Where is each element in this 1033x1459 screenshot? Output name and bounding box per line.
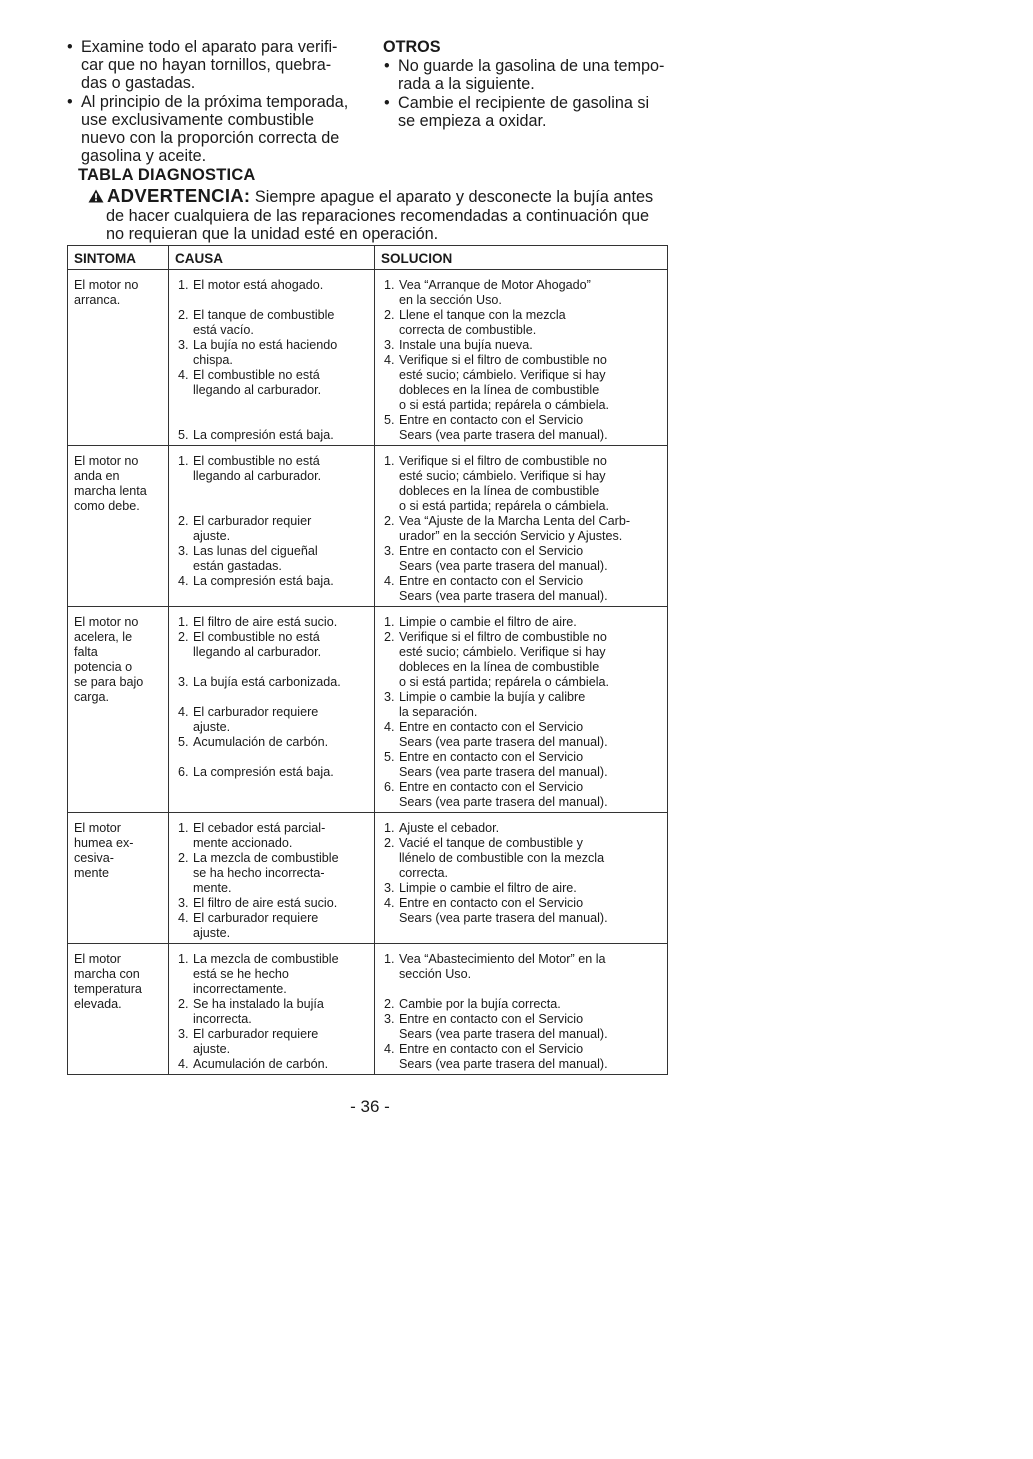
item-line: El cebador está parcial- <box>193 821 326 835</box>
item-line: Acumulación de carbón. <box>193 1057 329 1071</box>
item-line: esté sucio; cámbielo. Verifique si hay <box>399 469 606 483</box>
item-line: urador” en la sección Servicio y Ajustes. <box>399 529 623 543</box>
cause-item <box>175 765 370 780</box>
list-item-line: se empieza a oxidar. <box>398 111 547 130</box>
item-line: El combustible no está <box>193 630 320 644</box>
item-line: La compresión está baja. <box>193 574 334 588</box>
item-number: 3. <box>178 675 189 689</box>
item-line: Vacié el tanque de combustible y <box>399 836 583 850</box>
solution-cell <box>375 944 668 1075</box>
item-number: 2. <box>384 836 395 850</box>
item-line: El motor está ahogado. <box>193 278 324 292</box>
solution-item <box>381 821 663 836</box>
item-line: o si está partida; repárela o cámbiela. <box>399 675 610 689</box>
item-number: 2. <box>178 630 189 644</box>
item-number: 1. <box>384 615 395 629</box>
item-line: Sears (vea parte trasera del manual). <box>399 735 608 749</box>
item-number: 5. <box>178 428 189 442</box>
solution-item <box>381 413 663 443</box>
item-line: está vacío. <box>193 323 254 337</box>
item-number: 2. <box>384 630 395 644</box>
symptom-line: temperatura <box>74 982 142 996</box>
item-number: 3. <box>178 544 189 558</box>
item-line: dobleces en la línea de combustible <box>399 660 600 674</box>
cause-item <box>175 821 370 851</box>
item-number: 4. <box>384 574 395 588</box>
solution-item <box>381 750 663 780</box>
solution-item <box>381 278 663 308</box>
item-line: ajuste. <box>193 529 231 543</box>
symptom-line: El motor no <box>74 615 139 629</box>
item-line: El combustible no está <box>193 368 320 382</box>
item-line: Se ha instalado la bujía <box>193 997 324 1011</box>
solution-item <box>381 1012 663 1042</box>
list-item-line: • No guarde la gasolina de una tempo- <box>398 57 665 76</box>
solution-cell <box>375 270 668 446</box>
solution-item <box>381 896 663 926</box>
item-line: Acumulación de carbón. <box>193 735 329 749</box>
cause-item <box>175 630 370 660</box>
item-number: 1. <box>178 454 189 468</box>
item-number: 5. <box>384 413 395 427</box>
solution-cell <box>375 607 668 813</box>
cause-cell <box>169 446 375 607</box>
item-line: Vea “Arranque de Motor Ahogado” <box>399 278 591 292</box>
item-line: la separación. <box>399 705 478 719</box>
item-line: sección Uso. <box>399 967 472 981</box>
item-line: correcta de combustible. <box>399 323 537 337</box>
item-line: Entre en contacto con el Servicio <box>399 896 584 910</box>
cause-cell <box>169 813 375 944</box>
symptom-line: El motor no <box>74 454 139 468</box>
item-line: Ajuste el cebador. <box>399 821 500 835</box>
symptom-line: falta <box>74 645 98 659</box>
header-causa: CAUSA <box>169 246 375 270</box>
item-line: o si está partida; repárela o cámbiela. <box>399 499 610 513</box>
diagnostic-table <box>67 245 668 1075</box>
cause-item <box>175 675 370 690</box>
item-number: 1. <box>384 821 395 835</box>
item-line: Verifique si el filtro de combustible no <box>399 454 607 468</box>
item-line: La mezcla de combustible <box>193 952 339 966</box>
item-line: Sears (vea parte trasera del manual). <box>399 1057 608 1071</box>
item-number: 5. <box>178 735 189 749</box>
symptom-line: El motor <box>74 821 121 835</box>
item-line: Entre en contacto con el Servicio <box>399 1012 584 1026</box>
list-item-line: car que no hayan tornillos, quebra- <box>81 56 332 75</box>
solution-item <box>381 720 663 750</box>
item-number: 1. <box>178 952 189 966</box>
item-number: 3. <box>384 1012 395 1026</box>
symptom-cell <box>68 446 169 607</box>
item-line: El carburador requiere <box>193 705 319 719</box>
diagnostic-table-body <box>68 270 668 1075</box>
otros-title: OTROS <box>383 38 441 56</box>
item-number: 2. <box>384 997 395 1011</box>
solution-item <box>381 514 663 544</box>
cause-item <box>175 735 370 750</box>
symptom-line: arranca. <box>74 293 121 307</box>
item-line: Entre en contacto con el Servicio <box>399 574 584 588</box>
cause-cell <box>169 270 375 446</box>
item-line: Sears (vea parte trasera del manual). <box>399 795 608 809</box>
item-number: 3. <box>384 690 395 704</box>
item-number: 2. <box>178 851 189 865</box>
list-item <box>383 94 683 130</box>
symptom-cell <box>68 270 169 446</box>
list-item-line: das o gastadas. <box>81 74 196 93</box>
warning-triangle-icon <box>88 189 104 203</box>
table-row <box>68 813 668 944</box>
item-number: 2. <box>178 514 189 528</box>
item-number: 6. <box>178 765 189 779</box>
list-item-line: • Al principio de la próxima temporada, <box>81 92 349 111</box>
maintenance-notes <box>66 38 366 165</box>
cause-item <box>175 851 370 896</box>
symptom-line: potencia o <box>74 660 133 674</box>
item-line: incorrectamente. <box>193 982 287 996</box>
item-line: mente accionado. <box>193 836 293 850</box>
item-number: 4. <box>384 1042 395 1056</box>
item-number: 1. <box>384 952 395 966</box>
item-number: 4. <box>178 368 189 382</box>
symptom-cell <box>68 813 169 944</box>
solution-item <box>381 574 663 604</box>
item-line: Sears (vea parte trasera del manual). <box>399 911 608 925</box>
item-number: 1. <box>178 278 189 292</box>
table-row <box>68 944 668 1075</box>
item-line: en la sección Uso. <box>399 293 502 307</box>
item-line: dobleces en la línea de combustible <box>399 484 600 498</box>
cause-item <box>175 308 370 338</box>
item-line: El filtro de aire está sucio. <box>193 615 338 629</box>
item-line: mente. <box>193 881 232 895</box>
symptom-line: acelera, le <box>74 630 133 644</box>
list-item <box>66 93 366 166</box>
table-row <box>68 607 668 813</box>
solution-item <box>381 690 663 720</box>
cause-item <box>175 428 370 443</box>
item-line: llegando al carburador. <box>193 645 322 659</box>
item-line: ajuste. <box>193 1042 231 1056</box>
cause-item <box>175 368 370 398</box>
item-line: llénelo de combustible con la mezcla <box>399 851 605 865</box>
symptom-line: elevada. <box>74 997 122 1011</box>
table-row <box>68 270 668 446</box>
solution-item <box>381 997 663 1012</box>
item-line: Las lunas del cigueñal <box>193 544 318 558</box>
item-line: Limpie o cambie el filtro de aire. <box>399 615 577 629</box>
item-line: Entre en contacto con el Servicio <box>399 544 584 558</box>
list-item-line: rada a la siguiente. <box>398 75 535 94</box>
otros-section <box>383 38 683 130</box>
item-line: El carburador requiere <box>193 1027 319 1041</box>
cause-item <box>175 544 370 574</box>
solution-item <box>381 353 663 413</box>
item-line: se ha hecho incorrecta- <box>193 866 325 880</box>
symptom-line: anda en <box>74 469 120 483</box>
item-number: 4. <box>178 911 189 925</box>
item-number: 1. <box>178 615 189 629</box>
symptom-line: El motor no <box>74 278 139 292</box>
cause-item <box>175 278 370 293</box>
page-number: - 36 - <box>350 1097 390 1116</box>
solution-item <box>381 952 663 982</box>
list-item <box>383 57 683 93</box>
item-number: 4. <box>178 705 189 719</box>
item-line: incorrecta. <box>193 1012 252 1026</box>
item-line: Limpie o cambie la bujía y calibre <box>399 690 586 704</box>
item-number: 3. <box>384 338 395 352</box>
item-number: 6. <box>384 780 395 794</box>
item-line: Limpie o cambie el filtro de aire. <box>399 881 577 895</box>
symptom-line: mente <box>74 866 110 880</box>
symptom-line: se para bajo <box>74 675 144 689</box>
item-line: está se he hecho <box>193 967 289 981</box>
symptom-cell <box>68 607 169 813</box>
item-number: 5. <box>384 750 395 764</box>
symptom-cell <box>68 944 169 1075</box>
cause-item <box>175 911 370 941</box>
item-line: llegando al carburador. <box>193 469 322 483</box>
item-line: Entre en contacto con el Servicio <box>399 413 584 427</box>
solution-item <box>381 454 663 514</box>
item-line: Vea “Ajuste de la Marcha Lenta del Carb- <box>399 514 631 528</box>
list-item-line: • Cambie el recipiente de gasolina si <box>398 93 650 112</box>
solution-item <box>381 308 663 338</box>
solution-item <box>381 630 663 690</box>
item-line: La compresión está baja. <box>193 765 334 779</box>
cause-item <box>175 705 370 735</box>
cause-item <box>175 514 370 544</box>
cause-item <box>175 952 370 997</box>
item-line: El filtro de aire está sucio. <box>193 896 338 910</box>
warning-notice <box>88 187 688 244</box>
item-line: Entre en contacto con el Servicio <box>399 720 584 734</box>
item-line: Sears (vea parte trasera del manual). <box>399 559 608 573</box>
item-line: esté sucio; cámbielo. Verifique si hay <box>399 645 606 659</box>
header-solucion: SOLUCION <box>375 246 668 270</box>
warning-text-2: de hacer cualquiera de las reparaciones recomendadas a continuación que <box>106 206 650 225</box>
item-number: 4. <box>178 1057 189 1071</box>
item-line: Sears (vea parte trasera del manual). <box>399 428 608 442</box>
item-line: La compresión está baja. <box>193 428 334 442</box>
table-header-row <box>68 246 668 270</box>
item-line: La bujía no está haciendo <box>193 338 338 352</box>
symptom-line: marcha lenta <box>74 484 147 498</box>
item-number: 1. <box>178 821 189 835</box>
item-number: 2. <box>178 997 189 1011</box>
item-line: La mezcla de combustible <box>193 851 339 865</box>
cause-item <box>175 615 370 630</box>
solution-item <box>381 615 663 630</box>
cause-cell <box>169 607 375 813</box>
header-sintoma: SINTOMA <box>68 246 169 270</box>
item-line: Verifique si el filtro de combustible no <box>399 353 607 367</box>
cause-item <box>175 1057 370 1072</box>
item-line: esté sucio; cámbielo. Verifique si hay <box>399 368 606 382</box>
warning-text-3: no requieran que la unidad esté en operación. <box>106 225 439 244</box>
item-line: Sears (vea parte trasera del manual). <box>399 589 608 603</box>
item-number: 2. <box>178 308 189 322</box>
solution-item <box>381 544 663 574</box>
symptom-line: carga. <box>74 690 110 704</box>
symptom-line: marcha con <box>74 967 140 981</box>
item-line: chispa. <box>193 353 233 367</box>
list-item <box>66 38 366 93</box>
item-line: Entre en contacto con el Servicio <box>399 1042 584 1056</box>
table-row <box>68 446 668 607</box>
item-line: Entre en contacto con el Servicio <box>399 750 584 764</box>
item-number: 3. <box>178 1027 189 1041</box>
cause-item <box>175 454 370 484</box>
cause-item <box>175 1027 370 1057</box>
cause-item <box>175 338 370 368</box>
list-item-line: gasolina y aceite. <box>81 147 207 166</box>
item-number: 3. <box>384 881 395 895</box>
maintenance-list <box>66 38 366 165</box>
warning-text-1: Siempre apague el aparato y desconecte la bujía antes <box>254 188 654 206</box>
item-number: 3. <box>384 544 395 558</box>
item-line: El carburador requier <box>193 514 312 528</box>
list-item-line: use exclusivamente combustible <box>81 110 315 129</box>
item-number: 2. <box>384 308 395 322</box>
item-number: 3. <box>178 896 189 910</box>
item-line: El tanque de combustible <box>193 308 335 322</box>
solution-item <box>381 1042 663 1072</box>
item-number: 4. <box>384 353 395 367</box>
solution-item <box>381 881 663 896</box>
item-line: Verifique si el filtro de combustible no <box>399 630 607 644</box>
item-line: o si está partida; repárela o cámbiela. <box>399 398 610 412</box>
solution-cell <box>375 446 668 607</box>
section-title: TABLA DIAGNOSTICA <box>78 166 256 184</box>
list-item-line: • Examine todo el aparato para verifi- <box>81 38 338 56</box>
item-line: Instale una bujía nueva. <box>399 338 533 352</box>
cause-item <box>175 896 370 911</box>
item-line: ajuste. <box>193 720 231 734</box>
cause-item <box>175 997 370 1027</box>
symptom-line: cesiva- <box>74 851 114 865</box>
item-number: 4. <box>384 896 395 910</box>
item-line: llegando al carburador. <box>193 383 322 397</box>
item-line: Sears (vea parte trasera del manual). <box>399 1027 608 1041</box>
item-line: La bujía está carbonizada. <box>193 675 341 689</box>
item-number: 3. <box>178 338 189 352</box>
solution-item <box>381 836 663 881</box>
solution-item <box>381 780 663 810</box>
item-number: 1. <box>384 278 395 292</box>
otros-list <box>383 57 683 130</box>
item-line: Vea “Abastecimiento del Motor” en la <box>399 952 606 966</box>
item-number: 1. <box>384 454 395 468</box>
symptom-line: El motor <box>74 952 121 966</box>
item-number: 4. <box>178 574 189 588</box>
item-number: 4. <box>384 720 395 734</box>
item-line: Sears (vea parte trasera del manual). <box>399 765 608 779</box>
list-item-line: nuevo con la proporción correcta de <box>81 129 340 148</box>
item-line: Cambie por la bujía correcta. <box>399 997 561 1011</box>
item-line: correcta. <box>399 866 448 880</box>
cause-cell <box>169 944 375 1075</box>
cause-item <box>175 574 370 589</box>
warning-label: ADVERTENCIA: <box>107 185 251 206</box>
item-line: están gastadas. <box>193 559 282 573</box>
item-number: 2. <box>384 514 395 528</box>
symptom-line: humea ex- <box>74 836 134 850</box>
item-line: dobleces en la línea de combustible <box>399 383 600 397</box>
solution-cell <box>375 813 668 944</box>
item-line: Llene el tanque con la mezcla <box>399 308 566 322</box>
symptom-line: como debe. <box>74 499 140 513</box>
item-line: El combustible no está <box>193 454 320 468</box>
item-line: Entre en contacto con el Servicio <box>399 780 584 794</box>
item-line: ajuste. <box>193 926 231 940</box>
item-line: El carburador requiere <box>193 911 319 925</box>
solution-item <box>381 338 663 353</box>
